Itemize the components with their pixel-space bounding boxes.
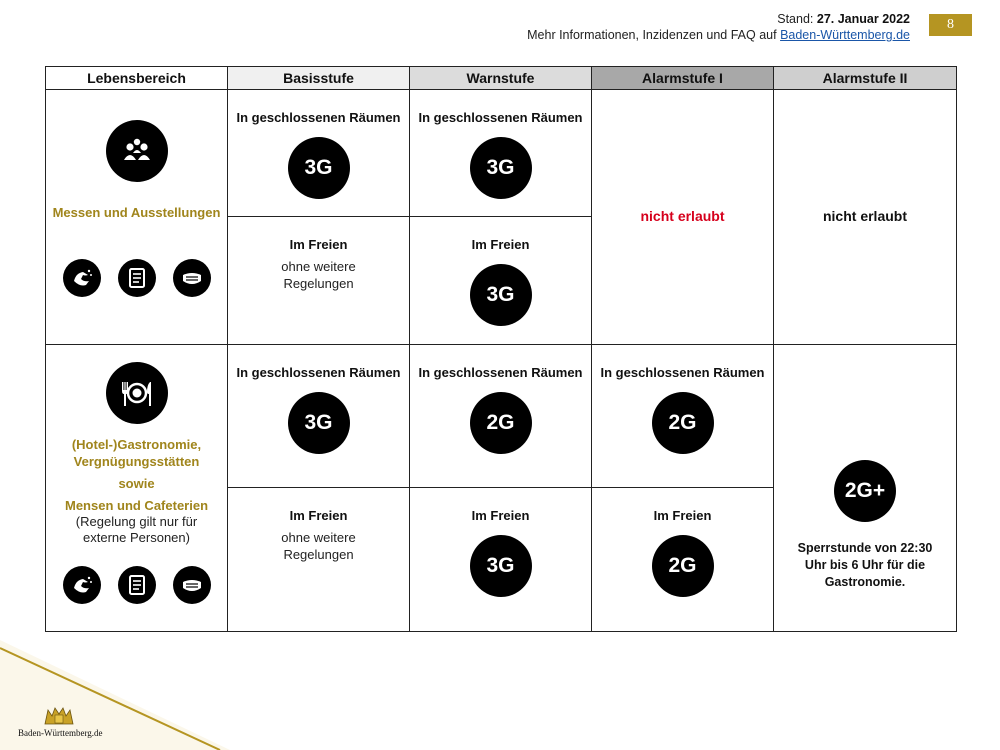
row1-basis-outdoor-title: Im Freien (289, 237, 348, 252)
table-row (46, 345, 957, 488)
row1-warn-outdoor-badge: 3G (470, 264, 532, 326)
row2-alarm1-indoor-badge: 2G (652, 392, 714, 454)
row2-alarm2-badge: 2G+ (834, 460, 896, 522)
row1-label: Messen und Ausstellungen (52, 205, 221, 220)
row1-basis-outdoor (228, 217, 410, 345)
row2-label-cell (46, 345, 228, 632)
row2-label-line3: Mensen und Cafeterien (64, 498, 209, 513)
row1-warn-indoor-badge: 3G (470, 137, 532, 199)
row2-alarm1-indoor-title: In geschlossenen Räumen (600, 365, 765, 380)
handwashing-icon (63, 259, 101, 297)
row1-warn-outdoor (410, 217, 592, 345)
header-lebensbereich: Lebensbereich (46, 67, 228, 90)
footer-logo-text: Baden-Württemberg.de (18, 728, 103, 738)
row1-small-icons (46, 259, 227, 297)
row2-small-icons (46, 566, 227, 604)
face-mask-icon (173, 259, 211, 297)
header-basisstufe: Basisstufe (228, 67, 410, 90)
header-alarmstufe-1: Alarmstufe I (592, 67, 774, 90)
header-alarmstufe-2: Alarmstufe II (774, 67, 957, 90)
row2-warn-outdoor-badge: 3G (470, 535, 532, 597)
table-header-row (46, 67, 957, 90)
page-header (527, 11, 910, 43)
document-icon (118, 566, 156, 604)
header-warnstufe: Warnstufe (410, 67, 592, 90)
row2-warn-outdoor-title: Im Freien (471, 508, 530, 523)
row2-alarm2-note: Sperrstunde von 22:30 Uhr bis 6 Uhr für die Gastronomie. (797, 541, 933, 589)
row2-alarm1-indoor (592, 345, 774, 488)
row2-warn-indoor (410, 345, 592, 488)
row2-label-note: (Regelung gilt nur für externe Personen) (75, 514, 198, 545)
row1-basis-indoor-badge: 3G (288, 137, 350, 199)
handwashing-icon (63, 566, 101, 604)
row1-warn-outdoor-title: Im Freien (471, 237, 530, 252)
row1-alarm2-text: nicht erlaubt (822, 208, 907, 224)
row1-label-content (46, 120, 227, 297)
row1-label-cell (46, 90, 228, 345)
stand-line (527, 11, 910, 27)
row1-warn-indoor-title: In geschlossenen Räumen (418, 110, 583, 125)
stand-prefix: Stand: (777, 12, 817, 26)
row2-label-line2: sowie (118, 476, 155, 491)
face-mask-icon (173, 566, 211, 604)
row1-alarm1-text: nicht erlaubt (640, 208, 725, 224)
row1-alarm1-cell (592, 90, 774, 345)
row1-warn-indoor (410, 90, 592, 217)
row1-basis-indoor-title: In geschlossenen Räumen (236, 110, 401, 125)
row2-basis-indoor-title: In geschlossenen Räumen (236, 365, 401, 380)
row2-label-content (46, 362, 227, 604)
row2-alarm2-cell (774, 345, 957, 632)
people-group-icon (106, 120, 168, 182)
row1-basis-indoor (228, 90, 410, 217)
row2-alarm1-outdoor (592, 488, 774, 632)
info-line (527, 27, 910, 43)
row2-warn-outdoor (410, 488, 592, 632)
info-prefix: Mehr Informationen, Inzidenzen und FAQ auf (527, 28, 781, 42)
rules-table (45, 66, 957, 632)
table-row (46, 90, 957, 217)
document-icon (118, 259, 156, 297)
row2-warn-indoor-badge: 2G (470, 392, 532, 454)
stand-date: 27. Januar 2022 (816, 12, 910, 26)
row2-alarm1-outdoor-badge: 2G (652, 535, 714, 597)
row2-basis-outdoor (228, 488, 410, 632)
fork-plate-knife-icon (106, 362, 168, 424)
info-link[interactable]: Baden-Württemberg.de (780, 28, 910, 42)
row1-basis-outdoor-note: ohne weitere Regelungen (281, 259, 356, 291)
row2-basis-outdoor-title: Im Freien (289, 508, 348, 523)
row2-basis-outdoor-note: ohne weitere Regelungen (281, 530, 356, 562)
crest-icon (42, 706, 76, 726)
row2-label-line1: (Hotel-)Gastronomie, Vergnügungsstätten (71, 437, 202, 469)
row2-basis-indoor-badge: 3G (288, 392, 350, 454)
row1-alarm2-cell (774, 90, 957, 345)
row2-warn-indoor-title: In geschlossenen Räumen (418, 365, 583, 380)
page-number: 8 (929, 14, 972, 36)
row2-basis-indoor (228, 345, 410, 488)
row2-alarm1-outdoor-title: Im Freien (653, 508, 712, 523)
